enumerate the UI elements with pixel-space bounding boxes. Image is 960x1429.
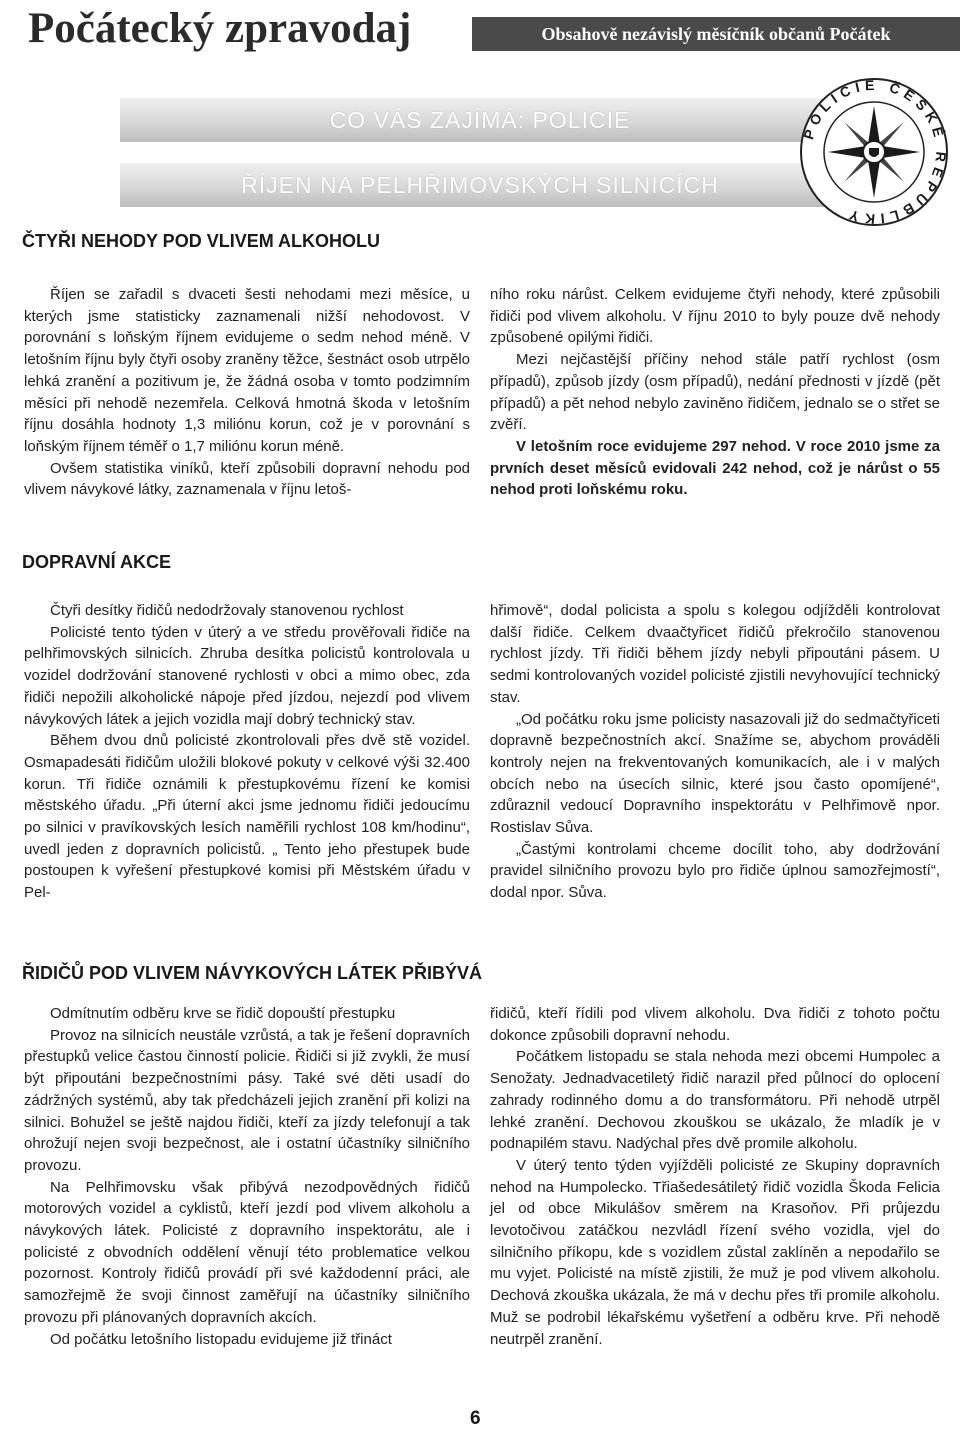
article-heading: ŘIDIČŮ POD VLIVEM NÁVYKOVÝCH LÁTEK PŘIBÝVÁ bbox=[22, 963, 483, 983]
paragraph: Provoz na silnicích neustále vzrůstá, a tak je řešení dopravních přestupků velice častou činností policie. Řidiči si již zvykli, že musí být připoutáni bezpečnostními pásy. Také své děti usadí do zádržných systémů, aby tak předcházeli jejich zranění při kolizi na silnici. Bohužel se ještě najdou řidiči, kteří za jízdy telefonují a tak ohrožují nejen svoji bezpečnost, ale i ostatní účastníky silničního provozu. bbox=[24, 1026, 470, 1174]
paragraph: hřimově“, dodal policista a spolu s kolegou odjížděli kontrolovat další řidiče. Celkem dvaačtyřicet řidičů překročilo stanovenou rychlost jízdy. Tři řidiči během jízdy nebyli připoutáni pásem. U sedmi kontrolovaných vozidel policisté zjistili nevyhovující technický stav. bbox=[490, 602, 940, 706]
section-title: CO VÁS ZAJÍMÁ: POLICIE bbox=[329, 107, 631, 133]
paragraph: „Častými kontrolami chceme docílit toho, aby dodržování pravidel silničního provozu bylo pro řidiče úplnou samozřejmostí“, dodal npor. Sůva. bbox=[490, 840, 940, 902]
newspaper-subtitle: Obsahově nezávislý měsíčník občanů Počátek bbox=[541, 24, 891, 44]
section-banner bbox=[120, 98, 840, 142]
newspaper-title: Počátecký zpravodaj bbox=[28, 5, 412, 52]
article-subheading: Čtyři desítky řidičů nedodržovaly stanovenou rychlost bbox=[50, 602, 404, 619]
paragraph: Na Pelhřimovsku však přibývá nezodpovědných řidičů motorových vozidel a cyklistů, kteří jezdí pod vlivem alkoholu a návykových látek. Policisté z dopravního inspektorátu, ale i policisté z obvodních oddělení věnují této problematice velkou pozornost. Kontroly řidičů provádí při své každodenní práci, ale samozřejmě že svoji činnost zaměřují na účastníky silničního provozu při plánovaných dopravních akcích. bbox=[24, 1178, 470, 1326]
police-star-emblem-icon bbox=[798, 76, 950, 228]
paragraph: ního roku nárůst. Celkem evidujeme čtyři nehody, které způsobili řidiči pod vlivem alkoholu. V říjnu 2010 to byly pouze dvě nehody způsobené opilými řidiči. bbox=[490, 286, 940, 347]
paragraph: Počátkem listopadu se stala nehoda mezi obcemi Humpolec a Senožaty. Jednadvacetiletý řidič narazil před půlnocí do oplocení zahrady rodinného domu a do transformátoru. Při nehodě utrpěl lehké zranění. Dechovou zkouškou se ukázalo, že mladík je v podnapilém stavu. Nadýchal přes dvě promile alkoholu. bbox=[490, 1048, 940, 1153]
paragraph: Během dvou dnů policisté zkontrolovali přes dvě stě vozidel. Osmapadesáti řidičům uložili blokové pokuty v celkové výši 32.400 korun. Tři řidiče oznámili k přestupkovému řízení ke komisi městského úřadu. „Při úterní akci jsme jednomu řidiči jedoucímu po silnici v pravíkovských lesích naměřili rychlost 108 km/hodinu“, uvedl jeden z dopravních policistů. „ Tento jeho přestupek bude postoupen k vyřešení přestupkové komisi při Městském úřadu v Pel- bbox=[24, 732, 470, 902]
paragraph: Mezi nejčastější příčiny nehod stále patří rychlost (osm případů), způsob jízdy (osm případů), nedání přednosti v jízdě (pět případů) a pět nehod nebylo zaviněno řidičem, jednalo se o střet se zvěří. bbox=[490, 351, 940, 434]
article-right-column bbox=[490, 284, 940, 501]
emblem-text: POLICIE ČESKÉ REPUBLIKY bbox=[800, 76, 950, 228]
masthead-subtitle-bar bbox=[472, 17, 960, 51]
article-subheading: Odmítnutím odběru krve se řidič dopouští přestupku bbox=[50, 1005, 396, 1022]
topic-banner bbox=[120, 163, 840, 207]
article-right-column bbox=[490, 1003, 940, 1350]
paragraph: „Od počátku roku jsme policisty nasazovali již do sedmačtyřiceti dopravně bezpečnostních akcí. Snažíme se, abychom prováděli kontroly nejen na frekventovaných komunikacích, ale i v malých obcích nebo na úsecích silnic, které jsou často opomíjené“, zdůraznil vedoucí Dopravního inspektorátu v Pelhřimově npor. Rostislav Sůva. bbox=[490, 710, 940, 837]
article-heading: ČTYŘI NEHODY POD VLIVEM ALKOHOLU bbox=[22, 231, 381, 251]
topic-title: ŘÍJEN NA PELHŘIMOVSKÝCH SILNICÍCH bbox=[241, 172, 719, 198]
highlight-paragraph: V letošním roce evidujeme 297 nehod. V roce 2010 jsme za prvních deset měsíců evidovali 242 nehod, což je nárůst o 55 nehod proti loňskému roku. bbox=[490, 437, 940, 499]
paragraph: Říjen se zařadil s dvaceti šesti nehodami mezi měsíce, u kterých jsme statisticky zaznamenali nižší nehodovost. V porovnání s loňským říjnem evidujeme o sedm nehod méně. V letošním říjnu byly čtyři osoby zraněny těžce, šestnáct osob utrpělo lehká zranění a pozitivum je, že žádná osoba v tomto podzimním měsíci při nehodě nezemřela. Celková hmotná škoda v letošním říjnu dosáhla hodnoty 1,3 miliónu korun, což je v porovnání s loňským říjnem téměř o 1,7 miliónu korun méně. bbox=[24, 286, 470, 455]
masthead bbox=[0, 0, 960, 64]
article-left-column bbox=[24, 1003, 470, 1350]
paragraph: V úterý tento týden vyjížděli policisté ze Skupiny dopravních nehod na Humpolecko. Třiašedesátiletý řidič vozidla Škoda Felicia jel od obce Mikulášov směrem na Krasoňov. Při průjezdu levotočivou zatáčkou nezvládl řízení svého vozidla, vjel do silničního příkopu, kde s vozidlem zůstal zaklíněn a nepodařilo se mu vyjet. Policisté na místě zjistili, že muž je pod vlivem alkoholu. Dechová zkouška ukázala, že má v dechu přes tři promile alkoholu. Muž se podrobil lékařskému vyšetření a odběru krve. Při nehodě neutrpěl zranění. bbox=[490, 1156, 940, 1348]
paragraph: Od počátku letošního listopadu evidujeme již třináct bbox=[50, 1330, 392, 1348]
article-right-column bbox=[490, 600, 940, 904]
paragraph: řidičů, kteří řídili pod vlivem alkoholu. Dva řidiči z tohoto počtu dokonce způsobili dopravní nehodu. bbox=[490, 1005, 940, 1044]
paragraph: Policisté tento týden v úterý a ve středu prověřovali řidiče na pelhřimovských silnicích. Zhruba desítka policistů kontrolovala u vozidel dodržování stanovené rychlosti v obci a mimo obec, zda řidiči nepožili alkoholické nápoje před jízdou, nejezdí pod vlivem návykových látek a jejich vozidla mají dobrý technický stav. bbox=[24, 623, 470, 728]
paragraph: Ovšem statistika viníků, kteří způsobili dopravní nehodu pod vlivem návykové látky, zaznamenala v říjnu letoš- bbox=[24, 459, 470, 499]
article-left-column bbox=[24, 284, 470, 501]
article-heading: DOPRAVNÍ AKCE bbox=[22, 552, 172, 572]
article-left-column bbox=[24, 600, 470, 904]
page-number: 6 bbox=[470, 1408, 481, 1429]
